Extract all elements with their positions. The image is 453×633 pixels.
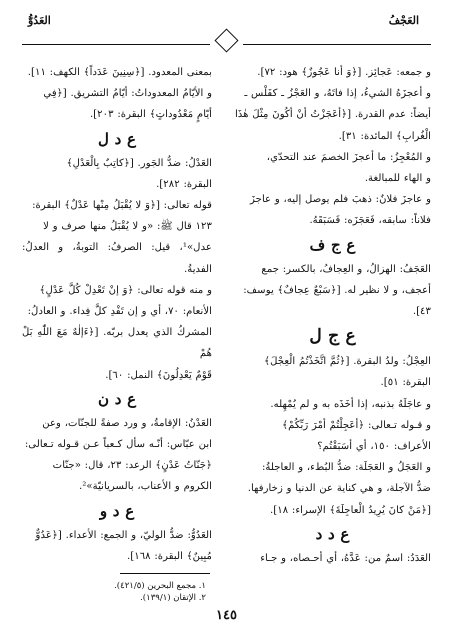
entry-line: العَجَفُ: الهزالُ، و العِجافُ، بالكسر: جمع [261,263,431,275]
entry-line: البقرة: ٢٨٢]. [156,178,212,190]
entry-line: و جمعه: عَجائِز. [﴿وَ أنا عَجُوزٌ﴾ هود: ٧٢]. [257,67,431,78]
header-rule-left [22,44,210,45]
entry-line: و عاجَلَهُ بذنبه، إذا أخَذَه به و لم يُمْهِله. [270,398,431,410]
entry-line: ضدُّ الآجلة، و هي كناية عن الدنيا و زخارفها. [247,483,431,495]
entry-line: العَدْلُ: ضدُّ الجَور. [﴿كاتِبٌ بِالْعَدْلِ﴾ [66,157,212,169]
entry-line: الْغُرابِ﴾ المائدة: ٣١]. [338,130,431,142]
footnote-2: ٢. الإتقان (١٣٩/١). [140,593,206,603]
header-right-word: العَجْفُ [388,14,419,27]
entry-line: و الأيّامُ المعدوداتُ: أيّامُ التشريق. [﴿فِي [43,88,212,100]
entry-line: بمعنى المعدود. [﴿سِنِينَ عَدَداً﴾ الكهف: ١١]. [27,67,212,78]
entry-line: قَوْمٌ يَعْدِلُونَ﴾ النمل: ٦٠]. [105,369,212,381]
entry-line: و عاجزَ فلانٌ: ذهبَ فلم يوصل إليه، و عاجزَ [250,194,431,206]
entry-line: العَدُوُّ: ضدُّ الوليّ، و الجمع: الأعداء. [﴿عَدُوٌّ [35,529,212,541]
entry-line: و أعجزَهُ الشيءُ، إذا فاتَهُ، و العَجْزُ ـ كفَلْس ـ [244,88,431,100]
entry-line: ٤٣]. [412,306,431,318]
entry-line: ابن عبّاس: أنّـه سأل كـعباً عـن قـوله تـعالى: [24,439,212,451]
entry-line: ﴿جَنّاتُ عَدْنٍ﴾ الرعد: ٢٣، قال: «جنّات [52,460,212,472]
entry-line: الكروم و الأعناب، بالسريانيّة»². [79,481,212,493]
root-heading: ع د ن [97,389,137,408]
entry-line: قوله تعالى: [﴿وَ لا يُقْبَلُ مِنْها عَدْلٌ﴾ البقرة: [32,200,212,212]
entry-line: فلاناً: سابقه، فَعَجَزَه: فَسَبَقَهُ. [309,215,431,227]
left-column [22,62,212,567]
header-rule-right [243,44,431,45]
entry-line: العَدْنُ: الإقامةُ، و ورد صفةً للجنّات، وعن [42,417,212,429]
entry-line: الأعراف: ١٥٠، أي أسَبَقْتُم؟ [317,441,431,453]
root-heading: ع ج ل [309,326,356,347]
header-left-word: العَدُوُّ [28,14,51,27]
page-number: ١٤٥ [216,608,237,623]
right-column [234,62,431,569]
entry-line: ١٢٣ قال ﷺ: «و لا يُقْبَلُ منها صرف و لا [43,221,212,233]
entry-line: الأنعام: ٧٠، أي و إن تَفْدِ كلَّ فِداء. و العادلُ: [27,306,212,318]
entry-line: العَدَدُ: اسمٌ من: عَدَّهُ، أي أحـصاه، و جـاء [260,552,431,564]
footnote-1: ١. مجمع البحرين (٤٢١/٥). [114,581,206,591]
footnote-rule [120,573,210,574]
entry-line: مُبِينٌ﴾ البقرة: ١٦٨]. [127,550,212,562]
entry-line: [﴿مَنْ كانَ يُرِيدُ الْعاجِلَةَ﴾ الإسراء: ١٨]. [270,504,431,516]
entry-line: أعجف، و لا نظير له. [﴿سَبْعٌ عِجافٌ﴾ يوسف: [243,284,431,296]
root-heading: ع د و [99,501,135,520]
entry-line: العِجْلُ: ولدُ البقرة. [﴿ثُمَّ اتَّخَذْتُمُ الْعِجْلَ﴾ [264,356,431,368]
root-heading: ع د ل [98,129,136,148]
entry-line: و منه قوله تعالى: ﴿وَ إنْ تَعْدِلْ كُلَّ عَدْلٍ﴾ [39,284,212,296]
entry-line: أيضاً: عدم القدرة. [﴿أعَجَزْتُ أنْ أكُونَ مِثْلَ هٰذَا [234,109,431,121]
entry-line: و المُعْجِزُ: ما أعجزَ الخصمَ عند التحدّي، [266,151,431,163]
root-heading: ع د د [315,524,350,543]
root-heading: ع ج ف [309,235,356,254]
entry-line: أيّامٍ مَعْدُوداتٍ﴾ البقرة: ٢٠٣]. [89,109,212,121]
entry-line: و قـوله تـعالى: ﴿أعَجِلْتُمْ أمْرَ رَبِّكُمْ﴾ [282,419,431,431]
entry-line: و العَجَلُ و العَجَلَة: ضدُّ البُطء، و العاجلةُ: [261,462,431,474]
header-diamond-ornament [214,28,238,52]
entry-line: و الهاء للمبالغة. [364,173,431,185]
entry-line: البقرة: ٥١]. [380,377,431,389]
entry-line: عدل»¹، قيل: الصرفُ: التوبةُ، و العدلُ: الفديةُ. [22,242,212,275]
entry-line: المشركُ الذي يعدل بربّه. [﴿ءَإلٰهٌ مَعَ اللّٰهِ بَلْ هُمْ [22,327,212,360]
